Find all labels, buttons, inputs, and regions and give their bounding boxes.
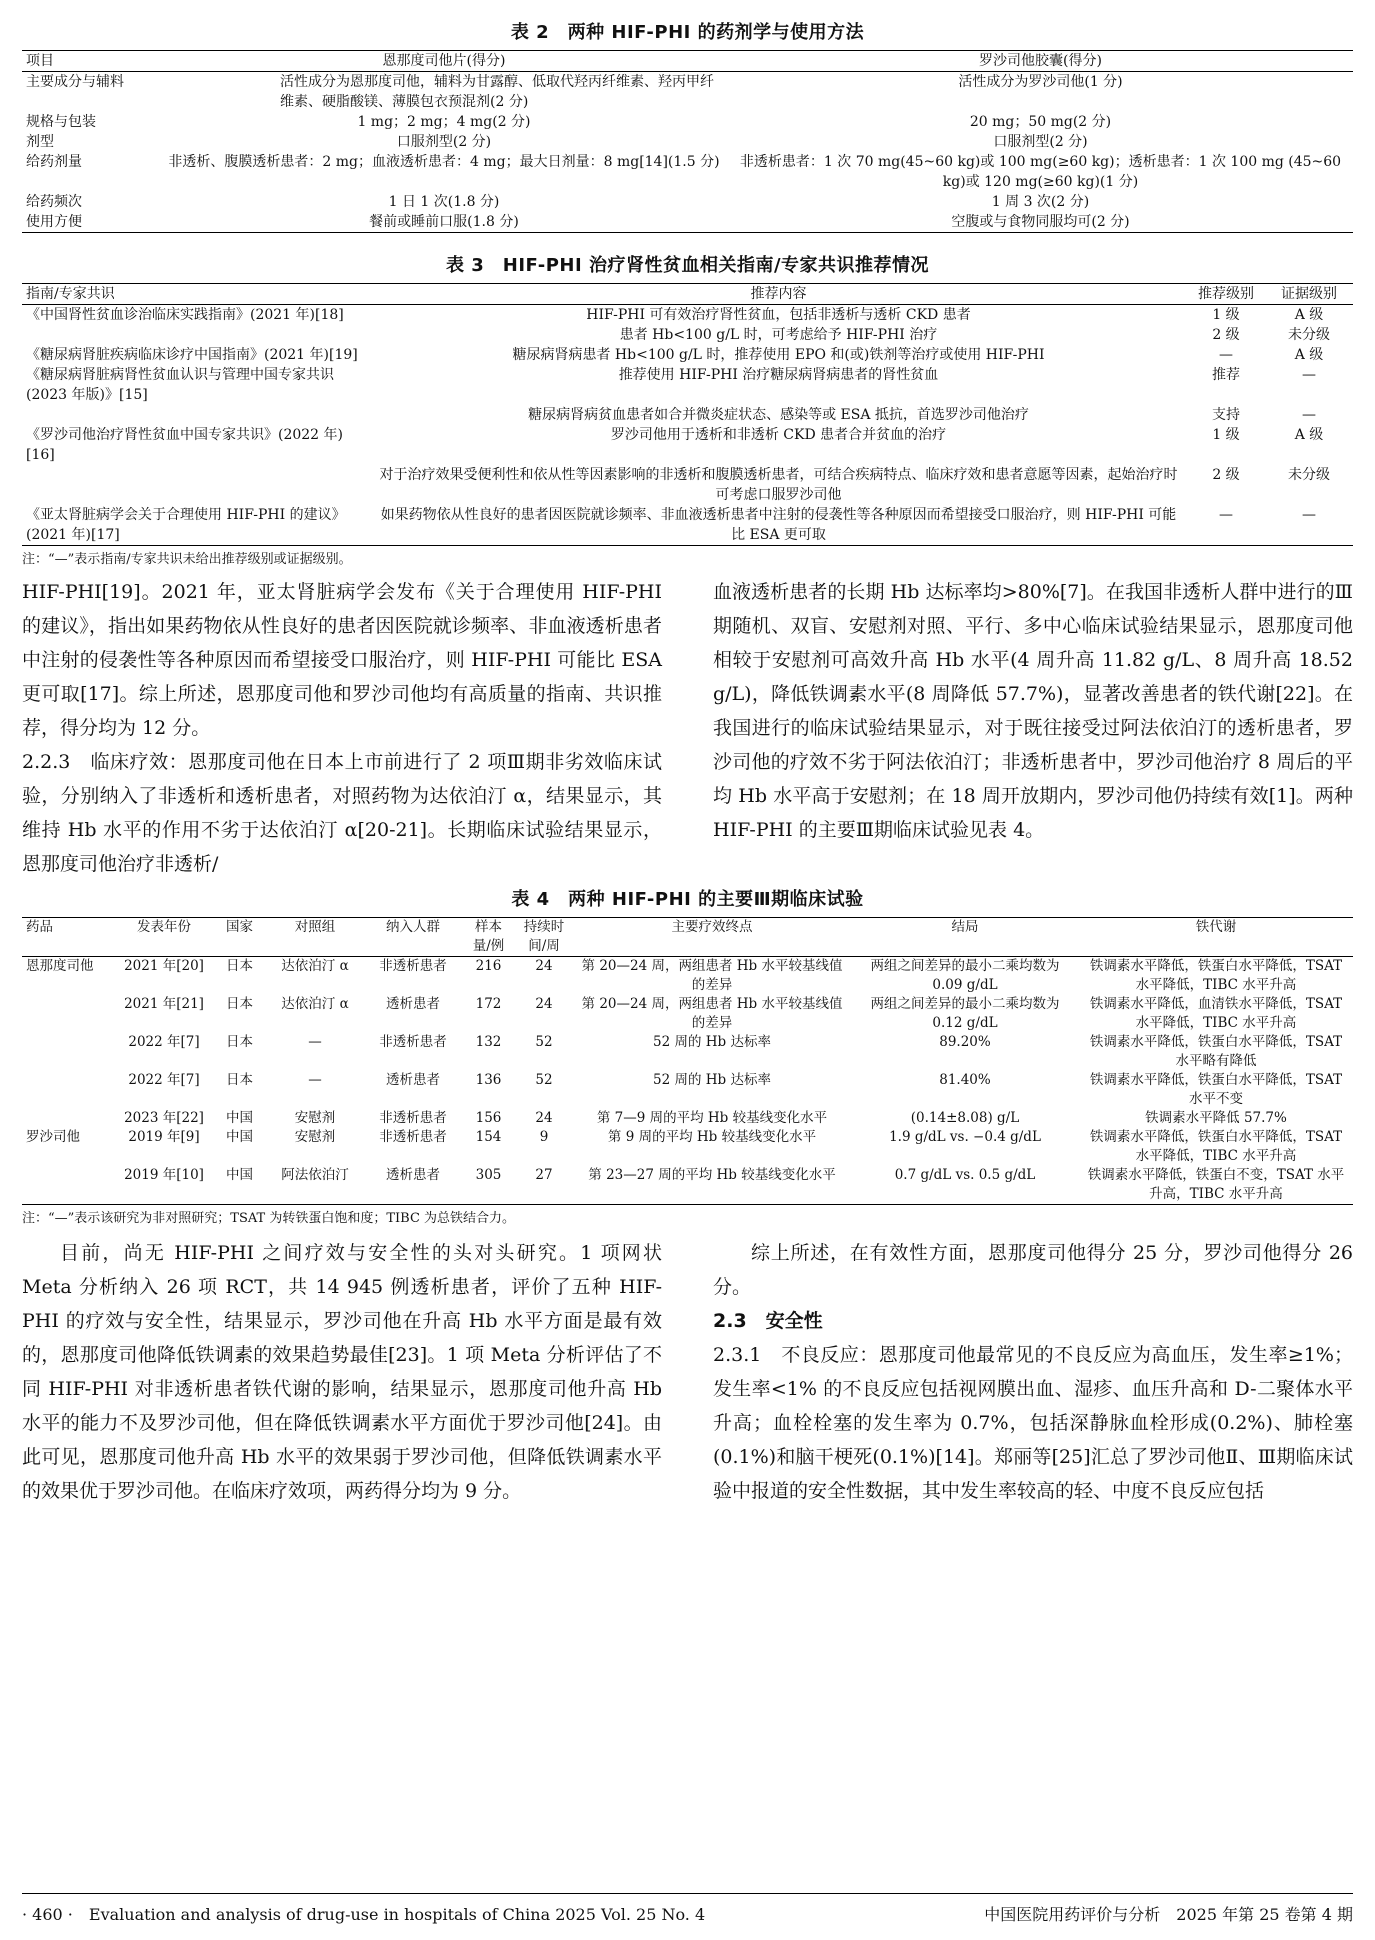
cell: 铁调素水平降低，血清铁水平降低，TSAT 水平降低，TIBC 水平升高	[1089, 996, 1343, 1031]
cell: (0.14±8.08) g/L	[910, 1110, 1020, 1126]
cell: 2022 年[7]	[128, 1072, 200, 1088]
cell: 铁调素水平降低 57.7%	[1145, 1110, 1287, 1126]
cell: —	[1302, 367, 1316, 383]
cell: 172	[475, 996, 502, 1012]
cell: 1 级	[1212, 427, 1240, 443]
cell: 给药频次	[26, 194, 82, 210]
table-row	[22, 995, 1353, 1033]
table2	[22, 50, 1353, 233]
table-row	[22, 152, 1353, 192]
cell: 推荐	[1212, 367, 1240, 383]
cell: 口服剂型(2 分)	[396, 134, 492, 150]
cell: —	[308, 1072, 322, 1088]
cell: 《中国肾性贫血诊治临床实践指南》(2021 年)[18]	[26, 307, 344, 323]
table-row	[22, 192, 1353, 212]
t4-header: 药品	[22, 918, 115, 957]
cell: —	[1302, 407, 1316, 423]
cell: 《糖尿病肾脏病肾性贫血认识与管理中国专家共识(2023 年版)》[15]	[26, 367, 334, 403]
cell: 剂型	[26, 134, 54, 150]
t4-header: 国家	[213, 918, 266, 957]
body-columns-2	[22, 1236, 1353, 1508]
cell	[22, 1033, 115, 1071]
cell	[22, 1109, 115, 1128]
cell: A 级	[1294, 427, 1324, 443]
table-row	[22, 425, 1353, 465]
t2-header: 项目	[22, 51, 160, 72]
table-row	[22, 212, 1353, 233]
cell: 铁调素水平降低，铁蛋白水平降低，TSAT 水平不变	[1089, 1072, 1343, 1107]
table-row	[22, 112, 1353, 132]
cell: 支持	[1212, 407, 1240, 423]
cell: 2022 年[7]	[128, 1034, 200, 1050]
cell: 给药剂量	[26, 154, 82, 170]
cell: 铁调素水平降低，铁蛋白不变，TSAT 水平升高，TIBC 水平升高	[1087, 1167, 1345, 1202]
cell: 2021 年[21]	[124, 996, 204, 1012]
cell: 第 7—9 周的平均 Hb 较基线变化水平	[596, 1110, 828, 1126]
cell: 2021 年[20]	[124, 958, 204, 974]
cell: 日本	[226, 1072, 253, 1088]
cell: 1 日 1 次(1.8 分)	[388, 194, 500, 210]
t4-header: 纳入人群	[364, 918, 462, 957]
t4-header: 样本量/例	[462, 918, 515, 957]
t3-header: 推荐内容	[370, 284, 1187, 305]
body-right-col-2	[713, 1236, 1353, 1508]
table-row	[22, 325, 1353, 345]
cell: HIF-PHI 可有效治疗肾性贫血，包括非透析与透析 CKD 患者	[586, 307, 971, 323]
cell: 2019 年[9]	[128, 1129, 200, 1145]
cell: 非透析患者	[379, 1129, 447, 1145]
body-right-col-1	[713, 575, 1353, 881]
table2-caption: 表 2 两种 HIF-PHI 的药剂学与使用方法	[510, 22, 865, 43]
page-footer	[22, 1893, 1353, 1925]
cell: 1 mg；2 mg；4 mg(2 分)	[357, 114, 531, 130]
cell: 非透析、腹膜透析患者：2 mg；血液透析患者：4 mg；最大日剂量：8 mg[14](1.5 分)	[168, 154, 720, 170]
section-heading: 2.3 安全性	[713, 1310, 823, 1332]
t4-header: 主要疗效终点	[573, 918, 851, 957]
t2-header: 罗沙司他胶囊(得分)	[728, 51, 1353, 72]
cell: 《罗沙司他治疗肾性贫血中国专家共识》(2022 年)[16]	[26, 427, 344, 463]
body-left-col-2	[22, 1236, 662, 1508]
cell	[22, 995, 115, 1033]
cell: 规格与包装	[26, 114, 96, 130]
cell: 铁调素水平降低，铁蛋白水平降低，TSAT 水平略有降低	[1089, 1034, 1343, 1069]
t3-header: 指南/专家共识	[22, 284, 370, 305]
cell: 餐前或睡前口服(1.8 分)	[369, 214, 519, 230]
paragraph: 2.3.1 不良反应：恩那度司他最常见的不良反应为高血压，发生率≥1%；发生率<1% 的不良反应包括视网膜出血、湿疹、血压升高和 D-二聚体水平升高；血栓栓塞的发生率为 0.7%，包括深静脉血栓形成(0.2%)、肺栓塞(0.1%)和脑干梗死(0.1%)[14]。郑丽等[25]汇总了罗沙司他Ⅱ、Ⅲ期临床试验中报道的安全性数据，其中发生率较高的轻、中度不良反应包括	[713, 1344, 1353, 1502]
cell: 透析患者	[386, 1167, 440, 1183]
cell: 达依泊汀 α	[281, 958, 349, 974]
cell: 推荐使用 HIF-PHI 治疗糖尿病肾病患者的肾性贫血	[618, 367, 939, 383]
cell: 未分级	[1288, 327, 1330, 343]
cell: 两组之间差异的最小二乘均数为 0.12 g/dL	[870, 996, 1060, 1031]
cell: 罗沙司他用于透析和非透析 CKD 患者合并贫血的治疗	[610, 427, 947, 443]
paragraph: 2.2.3 临床疗效：恩那度司他在日本上市前进行了 2 项Ⅲ期非劣效临床试验，分别纳入了非透析和透析患者，对照药物为达依泊汀 α，结果显示，其维持 Hb 水平的作用不劣于达依泊汀 α[20-21]。长期临床试验结果显示，恩那度司他治疗非透析/	[22, 751, 662, 875]
t4-header: 发表年份	[115, 918, 213, 957]
cell: —	[1219, 347, 1233, 363]
cell: 糖尿病肾病患者 Hb<100 g/L 时，推荐使用 EPO 和(或)铁剂等治疗或使用 HIF-PHI	[512, 347, 1045, 363]
cell: 糖尿病肾病贫血患者如合并微炎症状态、感染等或 ESA 抵抗，首选罗沙司他治疗	[528, 407, 1029, 423]
cell: 136	[475, 1072, 502, 1088]
paragraph: 综上所述，在有效性方面，恩那度司他得分 25 分，罗沙司他得分 26 分。	[713, 1242, 1353, 1298]
cell: 日本	[226, 996, 253, 1012]
cell: 20 mg；50 mg(2 分)	[969, 114, 1112, 130]
cell: 空腹或与食物同服均可(2 分)	[951, 214, 1130, 230]
cell: 52	[535, 1072, 553, 1088]
table-row	[22, 345, 1353, 365]
cell: 52 周的 Hb 达标率	[653, 1072, 771, 1088]
table3-caption: 表 3 HIF-PHI 治疗肾性贫血相关指南/专家共识推荐情况	[445, 255, 930, 276]
table4-caption: 表 4 两种 HIF-PHI 的主要Ⅲ期临床试验	[511, 889, 864, 910]
cell: 非透析患者	[379, 1034, 447, 1050]
cell: 24	[535, 1110, 553, 1126]
table3	[22, 283, 1353, 546]
cell: 如果药物依从性良好的患者因医院就诊频率、非血液透析患者中注射的侵袭性等各种原因而希望接受口服治疗，则 HIF-PHI 可能比 ESA 更可取	[380, 507, 1177, 543]
cell: 活性成分为恩那度司他，辅料为甘露醇、低取代羟丙纤维素、羟丙甲纤维素、硬脂酸镁、薄膜包衣预混剂(2 分)	[280, 74, 714, 110]
table-row	[22, 132, 1353, 152]
cell: 0.7 g/dL vs. 0.5 g/dL	[894, 1167, 1036, 1183]
cell: 日本	[226, 1034, 253, 1050]
cell: 罗沙司他	[26, 1129, 80, 1145]
cell: —	[308, 1034, 322, 1050]
footer-right: 中国医院用药评价与分析 2025 年第 25 卷第 4 期	[984, 1905, 1353, 1924]
cell: 非透析患者	[379, 958, 447, 974]
cell: 安慰剂	[294, 1129, 336, 1145]
cell: 使用方便	[26, 214, 82, 230]
page	[22, 18, 1353, 1508]
cell: 活性成分为罗沙司他(1 分)	[958, 74, 1123, 90]
cell: 患者 Hb<100 g/L 时，可考虑给予 HIF-PHI 治疗	[619, 327, 938, 343]
cell: 52 周的 Hb 达标率	[653, 1034, 771, 1050]
table4-note: 注：“—”表示该研究为非对照研究；TSAT 为转铁蛋白饱和度；TIBC 为总铁结合力。	[22, 1211, 516, 1226]
cell: 2023 年[22]	[124, 1110, 204, 1126]
paragraph: 目前，尚无 HIF-PHI 之间疗效与安全性的头对头研究。1 项网状 Meta 分析纳入 26 项 RCT，共 14 945 例透析患者，评价了五种 HIF-PHI 的疗效与安全性，结果显示，罗沙司他在升高 Hb 水平方面是最有效的，恩那度司他降低铁调素的效果趋势最佳[23]。1 项 Meta 分析评估了不同 HIF-PHI 对非透析患者铁代谢的影响，结果显示，恩那度司他升高 Hb 水平的能力不及罗沙司他，但在降低铁调素水平方面优于罗沙司他[24]。由此可见，恩那度司他升高 Hb 水平的效果弱于罗沙司他，但降低铁调素水平的效果优于罗沙司他。在临床疗效项，两药得分均为 9 分。	[22, 1242, 662, 1502]
cell: 2019 年[10]	[124, 1167, 204, 1183]
cell: 《亚太肾脏病学会关于合理使用 HIF-PHI 的建议》(2021 年)[17]	[26, 507, 346, 543]
cell: 透析患者	[386, 996, 440, 1012]
cell: 2 级	[1212, 327, 1240, 343]
cell: 27	[535, 1167, 553, 1183]
cell: 132	[475, 1034, 502, 1050]
paragraph: HIF-PHI[19]。2021 年，亚太肾脏病学会发布《关于合理使用 HIF-PHI 的建议》，指出如果药物依从性良好的患者因医院就诊频率、非血液透析患者中注射的侵袭性等各种原因而希望接受口服治疗，则 HIF-PHI 可能比 ESA 更可取[17]。综上所述，恩那度司他和罗沙司他均有高质量的指南、共识推荐，得分均为 12 分。	[22, 581, 662, 739]
table-row	[22, 1071, 1353, 1109]
cell: 中国	[226, 1129, 253, 1145]
cell: 52	[535, 1034, 553, 1050]
table3-note: 注：“—”表示指南/专家共识未给出推荐级别或证据级别。	[22, 552, 352, 567]
cell	[22, 1166, 115, 1205]
table-row	[22, 957, 1353, 996]
t4-header: 持续时间/周	[515, 918, 573, 957]
cell	[22, 405, 370, 425]
table-row	[22, 1166, 1353, 1205]
cell: 铁调素水平降低，铁蛋白水平降低，TSAT 水平降低，TIBC 水平升高	[1089, 958, 1343, 993]
table-row	[22, 405, 1353, 425]
cell: 9	[539, 1129, 549, 1145]
t4-header: 铁代谢	[1079, 918, 1353, 957]
cell: 《糖尿病肾脏疾病临床诊疗中国指南》(2021 年)[19]	[26, 347, 358, 363]
body-columns-1	[22, 575, 1353, 881]
cell: 154	[475, 1129, 502, 1145]
t4-header: 结局	[851, 918, 1079, 957]
footer-left: · 460 · Evaluation and analysis of drug-use in hospitals of China 2025 Vol. 25 No. 4	[22, 1905, 706, 1924]
t3-header: 证据级别	[1265, 284, 1353, 305]
cell: A 级	[1294, 347, 1324, 363]
cell: 恩那度司他	[26, 958, 94, 974]
cell: 中国	[226, 1167, 253, 1183]
cell: A 级	[1294, 307, 1324, 323]
cell: 1 级	[1212, 307, 1240, 323]
cell: 日本	[226, 958, 253, 974]
cell: 非透析患者：1 次 70 mg(45~60 kg)或 100 mg(≥60 kg)；透析患者：1 次 100 mg (45~60 kg)或 120 mg(≥60 kg)(1 分)	[739, 154, 1342, 190]
table-row	[22, 305, 1353, 326]
table-row	[22, 1033, 1353, 1071]
cell: 216	[475, 958, 502, 974]
cell: 达依泊汀 α	[281, 996, 349, 1012]
cell	[22, 465, 370, 505]
table-row	[22, 1128, 1353, 1166]
table-row	[22, 505, 1353, 546]
cell: 透析患者	[386, 1072, 440, 1088]
table-row	[22, 1109, 1353, 1128]
cell: —	[1302, 507, 1316, 523]
cell	[22, 1071, 115, 1109]
cell: 89.20%	[939, 1034, 991, 1050]
cell: 第 20—24 周，两组患者 Hb 水平较基线值的差异	[581, 958, 843, 993]
cell: 两组之间差异的最小二乘均数为 0.09 g/dL	[870, 958, 1060, 993]
cell: 安慰剂	[294, 1110, 336, 1126]
table4	[22, 917, 1353, 1205]
cell: 24	[535, 996, 553, 1012]
cell: 第 20—24 周，两组患者 Hb 水平较基线值的差异	[581, 996, 843, 1031]
paragraph: 血液透析患者的长期 Hb 达标率均>80%[7]。在我国非透析人群中进行的Ⅲ期随机、双盲、安慰剂对照、平行、多中心临床试验结果显示，恩那度司他相较于安慰剂可高效升高 Hb 水平(4 周升高 11.82 g/L、8 周升高 18.52 g/L)，降低铁调素水平(8 周降低 57.7%)，显著改善患者的铁代谢[22]。在我国进行的临床试验结果显示，对于既往接受过阿法依泊汀的透析患者，罗沙司他的疗效不劣于阿法依泊汀；非透析患者中，罗沙司他治疗 8 周后的平均 Hb 水平高于安慰剂；在 18 周开放期内，罗沙司他仍持续有效[1]。两种 HIF-PHI 的主要Ⅲ期临床试验见表 4。	[713, 581, 1353, 841]
cell: 第 9 周的平均 Hb 较基线变化水平	[607, 1129, 817, 1145]
cell: 主要成分与辅料	[26, 74, 124, 90]
body-left-col-1	[22, 575, 662, 881]
cell: 24	[535, 958, 553, 974]
cell	[22, 325, 370, 345]
cell: 非透析患者	[379, 1110, 447, 1126]
cell: 未分级	[1288, 467, 1330, 483]
cell: 口服剂型(2 分)	[993, 134, 1088, 150]
cell: 阿法依泊汀	[281, 1167, 349, 1183]
t2-header: 恩那度司他片(得分)	[160, 51, 728, 72]
table-row	[22, 365, 1353, 405]
cell: —	[1219, 507, 1233, 523]
cell: 2 级	[1212, 467, 1240, 483]
cell: 1.9 g/dL vs. −0.4 g/dL	[889, 1129, 1041, 1145]
cell: 铁调素水平降低，铁蛋白水平降低，TSAT 水平降低，TIBC 水平升高	[1089, 1129, 1343, 1164]
table-row	[22, 72, 1353, 113]
cell: 305	[475, 1167, 502, 1183]
cell: 第 23—27 周的平均 Hb 较基线变化水平	[588, 1167, 836, 1183]
t3-header: 推荐级别	[1187, 284, 1265, 305]
cell: 1 周 3 次(2 分)	[991, 194, 1090, 210]
cell: 156	[475, 1110, 502, 1126]
table-row	[22, 465, 1353, 505]
cell: 81.40%	[939, 1072, 991, 1088]
t4-header: 对照组	[266, 918, 364, 957]
cell: 中国	[226, 1110, 253, 1126]
cell: 对于治疗效果受便利性和依从性等因素影响的非透析和腹膜透析患者，可结合疾病特点、临床疗效和患者意愿等因素，起始治疗时可考虑口服罗沙司他	[379, 467, 1178, 503]
